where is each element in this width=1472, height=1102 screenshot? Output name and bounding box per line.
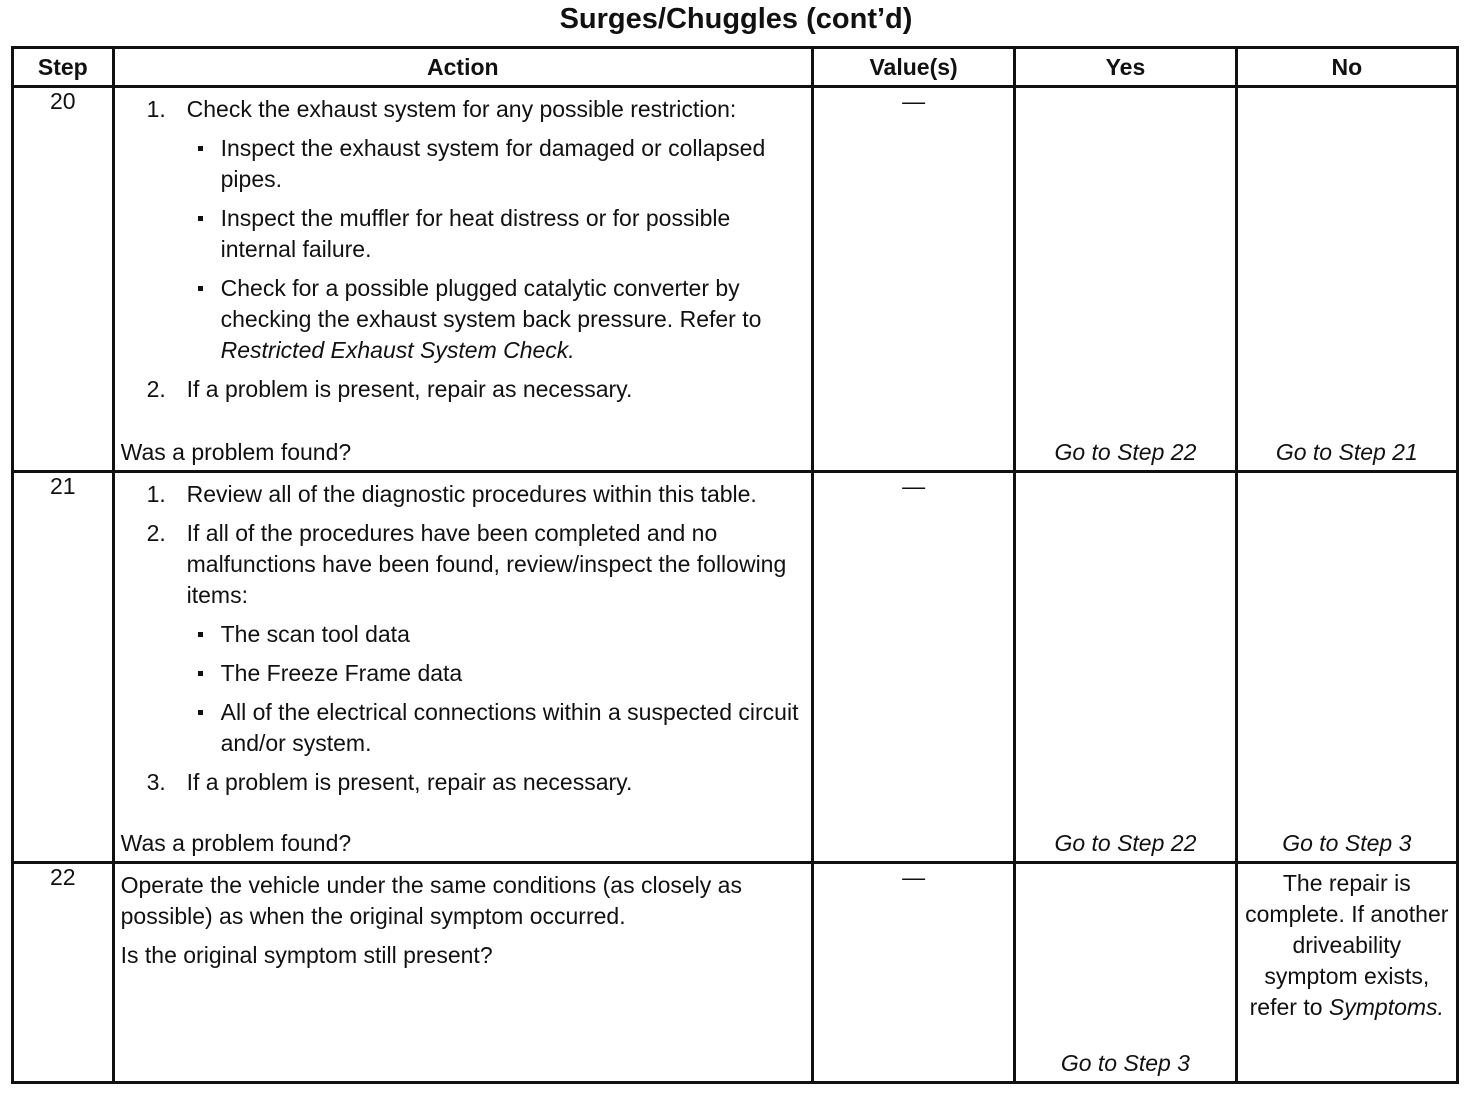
bullet-icon	[198, 671, 203, 676]
header-values: Value(s)	[812, 48, 1014, 87]
question-text: Was a problem found?	[120, 439, 352, 465]
item-text: If all of the procedures have been completed and no malfunctions have been found, review/inspect the following items:	[186, 520, 787, 608]
table-row-step-21	[13, 472, 1458, 863]
yes-goto-link[interactable]: Go to Step 3	[1060, 1050, 1190, 1076]
item-text: If a problem is present, repair as necessary.	[186, 376, 633, 402]
yes-goto-link[interactable]: Go to Step 22	[1054, 830, 1197, 856]
bullet-item	[187, 273, 805, 366]
header-action: Action	[113, 48, 812, 87]
value-cell: —	[812, 472, 1014, 863]
action-cell	[113, 87, 812, 472]
item-text: Review all of the diagnostic procedures within this table.	[186, 481, 757, 507]
yes-cell	[1015, 472, 1236, 863]
question-text: Is the original symptom still present?	[120, 942, 493, 968]
header-yes: Yes	[1015, 48, 1236, 87]
refer-to-text: Refer to	[679, 306, 762, 332]
action-item	[121, 479, 805, 510]
value-cell: —	[812, 87, 1014, 472]
no-cell	[1236, 472, 1457, 863]
action-cell	[113, 472, 812, 863]
reference-link[interactable]: Symptoms.	[1328, 994, 1444, 1020]
no-cell	[1236, 87, 1457, 472]
table-row-step-22	[13, 863, 1458, 1083]
no-goto-link[interactable]: Go to Step 3	[1282, 830, 1412, 856]
yes-cell	[1015, 863, 1236, 1083]
reference-link[interactable]: Restricted Exhaust System Check.	[220, 337, 575, 363]
item-number: 1.	[146, 481, 166, 507]
header-step: Step	[13, 48, 114, 87]
action-item	[121, 94, 805, 366]
bullet-item	[187, 133, 805, 195]
bullet-item	[187, 619, 805, 650]
page-title: Surges/Chuggles (cont’d)	[559, 3, 913, 35]
bullet-text: Inspect the muffler for heat distress or for possible internal failure.	[220, 205, 731, 262]
yes-cell	[1015, 87, 1236, 472]
item-number: 2.	[146, 520, 166, 546]
item-number: 3.	[146, 769, 166, 795]
no-cell	[1236, 863, 1457, 1083]
bullet-text: Check for a possible plugged catalytic converter by checking the exhaust system back pressure.	[220, 275, 740, 332]
header-no: No	[1236, 48, 1457, 87]
item-text: Check the exhaust system for any possible restriction:	[186, 96, 737, 122]
action-item	[121, 518, 805, 759]
step-number: 20	[13, 87, 114, 472]
bullet-text: The scan tool data	[220, 621, 410, 647]
diagnostic-table	[11, 46, 1459, 1084]
step-number: 21	[13, 472, 114, 863]
yes-goto-link[interactable]: Go to Step 22	[1054, 439, 1197, 465]
bullet-text: The Freeze Frame data	[220, 660, 463, 686]
bullet-icon	[198, 710, 203, 715]
table-header-row	[13, 48, 1458, 87]
bullet-item	[187, 697, 805, 759]
no-result-text: The repair is complete. If another driveability symptom exists, refer to	[1245, 870, 1449, 1020]
action-item	[121, 374, 805, 405]
bullet-item	[187, 658, 805, 689]
bullet-icon	[198, 632, 203, 637]
action-item	[121, 767, 805, 798]
bullet-text: Inspect the exhaust system for damaged or collapsed pipes.	[220, 135, 766, 192]
bullet-text: All of the electrical connections within a suspected circuit and/or system.	[220, 699, 799, 756]
action-text: Operate the vehicle under the same conditions (as closely as possible) as when the original symptom occurred.	[120, 872, 742, 929]
bullet-icon	[198, 146, 203, 151]
bullet-icon	[198, 216, 203, 221]
step-number: 22	[13, 863, 114, 1083]
item-number: 2.	[146, 376, 166, 402]
item-text: If a problem is present, repair as necessary.	[186, 769, 633, 795]
question-text: Was a problem found?	[120, 830, 352, 856]
item-number: 1.	[146, 96, 166, 122]
action-cell	[113, 863, 812, 1083]
value-cell: —	[812, 863, 1014, 1083]
no-goto-link[interactable]: Go to Step 21	[1275, 439, 1418, 465]
bullet-item	[187, 203, 805, 265]
bullet-icon	[198, 286, 203, 291]
table-row-step-20	[13, 87, 1458, 472]
